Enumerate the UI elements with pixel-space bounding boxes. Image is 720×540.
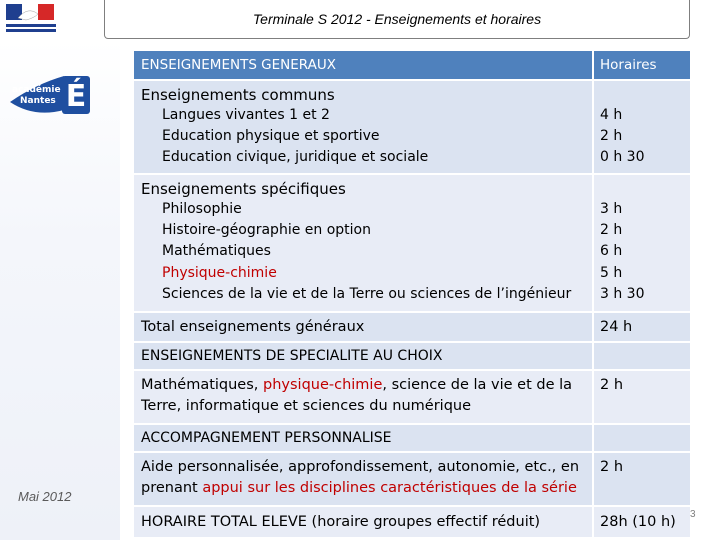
specialite-text-red: physique-chimie (263, 377, 383, 393)
hours-value: 3 h 30 (600, 285, 645, 302)
title-box (104, 0, 690, 39)
page-number: 3 (690, 509, 696, 520)
accompagnement-header-hours (592, 425, 688, 451)
specialite-title: ENSEIGNEMENTS DE SPECIALITE AU CHOIX (141, 348, 443, 364)
table-row-specifiques (134, 175, 690, 313)
communs-title: Enseignements communs (141, 86, 335, 104)
hours-value: 0 h 30 (600, 149, 645, 166)
svg-text:Nantes: Nantes (20, 96, 56, 106)
total-eleve-label-bold: HORAIRE TOTAL ELEVE (141, 514, 307, 530)
table-row-specialite (134, 371, 690, 425)
table-row-communs (134, 81, 690, 175)
svg-text:académie: académie (12, 85, 61, 95)
list-item: Langues vivantes 1 et 2 (162, 107, 330, 123)
table-row-total-generaux (134, 313, 690, 343)
accompagnement-text-a: Aide personnalisée, approfondissement, autonomie, etc., en prenant (141, 459, 580, 496)
accompagnement-hours: 2 h (592, 453, 688, 505)
specialite-header-hours (592, 343, 688, 369)
accompagnement-text (134, 453, 592, 505)
list-item: Histoire-géographie en option (162, 222, 371, 239)
total-eleve-hours: 28h (10 h) (592, 507, 688, 537)
total-generaux-hours: 24 h (592, 313, 688, 341)
total-eleve-label (134, 507, 592, 537)
hours-value: 2 h (600, 128, 623, 145)
academie-nantes-logo (6, 62, 94, 120)
hours-value: 4 h (600, 107, 623, 123)
list-item: Physique-chimie (162, 264, 277, 281)
specifiques-title: Enseignements spécifiques (141, 180, 346, 198)
table-row-accompagnement (134, 453, 690, 507)
specialite-hours: 2 h (592, 371, 688, 423)
specialite-text (134, 371, 592, 423)
table-row-specialite-header (134, 343, 690, 371)
specifiques-hours-cell (592, 175, 688, 311)
specialite-text-b: , science de la vie et de la Terre, informatique et sciences du numérique (141, 377, 573, 414)
republique-francaise-logo (4, 2, 58, 34)
communs-hours-cell (592, 81, 688, 173)
hours-value: 5 h (600, 264, 623, 281)
hours-value: 2 h (600, 222, 623, 239)
hours-value: 3 h (600, 201, 623, 217)
accompagnement-title: ACCOMPAGNEMENT PERSONNALISE (141, 430, 392, 446)
specifiques-cell (134, 175, 592, 311)
col-hours-header: Horaires (592, 51, 688, 79)
list-item: Philosophie (162, 201, 242, 217)
table-row-accompagnement-header (134, 425, 690, 453)
hours-value: 6 h (600, 243, 623, 260)
total-eleve-label-rest: (horaire groupes effectif réduit) (306, 514, 541, 530)
list-item: Education civique, juridique et sociale (162, 149, 429, 166)
table-row-total-eleve (134, 507, 690, 539)
total-generaux-label: Total enseignements généraux (141, 319, 365, 335)
specialite-text-a: Mathématiques, (141, 377, 264, 393)
communs-cell (134, 81, 592, 173)
date-label: Mai 2012 (18, 489, 72, 504)
page-title: Terminale S 2012 - Enseignements et horaires (252, 11, 542, 27)
col-subjects-header: ENSEIGNEMENTS GENERAUX (141, 57, 336, 73)
svg-text:É: É (65, 79, 87, 114)
list-item: Education physique et sportive (162, 128, 380, 145)
accompagnement-text-red: appui sur les disciplines caractéristiques de la série (202, 480, 577, 496)
list-item: Mathématiques (162, 243, 271, 260)
table-header (134, 51, 690, 81)
sidebar (0, 0, 120, 540)
list-item: Sciences de la vie et de la Terre ou sciences de l’ingénieur (162, 285, 572, 302)
schedule-table (134, 51, 690, 539)
